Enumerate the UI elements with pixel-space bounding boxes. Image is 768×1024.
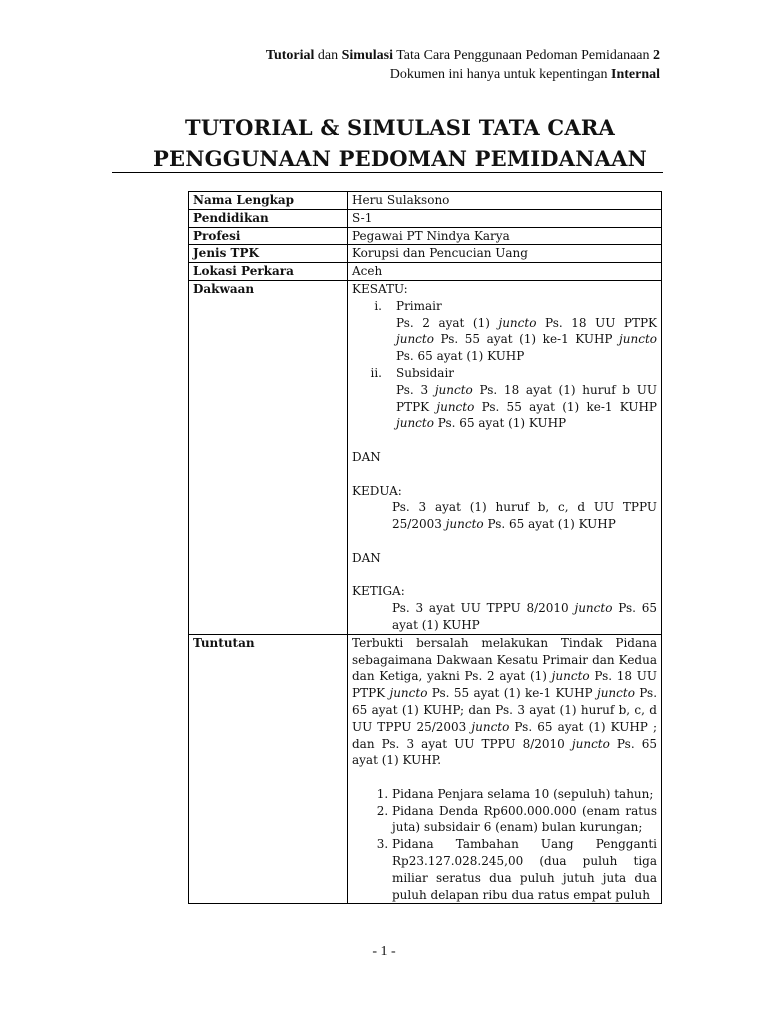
header-line-2: Dokumen ini hanya untuk kepentingan Internal <box>389 67 660 82</box>
table-row <box>189 634 662 904</box>
value-jenis-tpk: Korupsi dan Pencucian Uang <box>348 245 662 263</box>
list-item: 1. Pidana Penjara selama 10 (sepuluh) tahun; <box>392 786 657 803</box>
value-pendidikan: S-1 <box>348 209 662 227</box>
title-line-1: TUTORIAL & SIMULASI TATA CARA <box>185 115 615 140</box>
title-rule <box>112 172 663 173</box>
label-tuntutan: Tuntutan <box>189 634 348 904</box>
title-line-2: PENGGUNAAN PEDOMAN PEMIDANAAN <box>153 146 647 171</box>
list-item: 3. Pidana Tambahan Uang Pengganti Rp23.127.028.245,00 (dua puluh tiga miliar seratus dua puluh jutuh juta dua puluh delapan ribu dua ratus empat puluh <box>392 836 657 903</box>
label-lokasi: Lokasi Perkara <box>189 263 348 281</box>
page-number: - 1 - <box>372 944 396 959</box>
running-header <box>266 46 660 84</box>
dakwaan-kedua-text: Ps. 3 ayat (1) huruf b, c, d UU TPPU 25/2003 juncto Ps. 65 ayat (1) KUHP <box>392 500 657 532</box>
label-jenis-tpk: Jenis TPK <box>189 245 348 263</box>
dakwaan-dan-2: DAN <box>352 550 381 565</box>
value-nama: Heru Sulaksono <box>348 192 662 210</box>
dakwaan-kesatu-heading: KESATU: <box>352 281 408 296</box>
label-nama: Nama Lengkap <box>189 192 348 210</box>
value-dakwaan <box>348 280 662 634</box>
dakwaan-ketiga-heading: KETIGA: <box>352 584 405 599</box>
dakwaan-ketiga-text: Ps. 3 ayat UU TPPU 8/2010 juncto Ps. 65 ayat (1) KUHP <box>392 601 658 632</box>
document-title <box>140 112 660 174</box>
dakwaan-kedua-heading: KEDUA: <box>352 483 402 498</box>
label-profesi: Profesi <box>189 227 348 245</box>
table-row <box>189 245 662 263</box>
sentence-list <box>352 786 657 904</box>
label-pendidikan: Pendidikan <box>189 209 348 227</box>
value-lokasi: Aceh <box>348 263 662 281</box>
dakwaan-subsidair: ii. Subsidair Ps. 3 juncto Ps. 18 ayat (1) huruf b UU PTPK juncto Ps. 55 ayat (1) ke-1 KUHP juncto Ps. 65 ayat (1) KUHP <box>370 365 657 431</box>
value-profesi: Pegawai PT Nindya Karya <box>348 227 662 245</box>
table-row <box>189 280 662 634</box>
value-tuntutan <box>348 634 662 904</box>
dakwaan-dan-1: DAN <box>352 449 381 464</box>
label-dakwaan: Dakwaan <box>189 280 348 634</box>
table-row <box>189 263 662 281</box>
header-line-1: Tutorial dan Simulasi Tata Cara Penggunaan Pedoman Pemidanaan 2 <box>265 48 660 63</box>
dakwaan-primair: i. Primair Ps. 2 ayat (1) juncto Ps. 18 UU PTPK juncto Ps. 55 ayat (1) ke-1 KUHP juncto Ps. 65 ayat (1) KUHP <box>374 298 657 364</box>
table-row <box>189 227 662 245</box>
table-row <box>189 192 662 210</box>
tuntutan-paragraph: Terbukti bersalah melakukan Tindak Pidana sebagaimana Dakwaan Kesatu Primair dan Kedua dan Ketiga, yakni Ps. 2 ayat (1) juncto Ps. 18 UU PTPK juncto Ps. 55 ayat (1) ke-1 KUHP juncto Ps. 65 ayat (1) KUHP; dan Ps. 3 ayat (1) huruf b, c, d UU TPPU 25/2003 juncto Ps. 65 ayat (1) KUHP ; dan Ps. 3 ayat UU TPPU 8/2010 juncto Ps. 65 ayat (1) KUHP. <box>352 635 658 768</box>
table-row <box>189 209 662 227</box>
list-item: 2. Pidana Denda Rp600.000.000 (enam ratus juta) subsidair 6 (enam) bulan kurungan; <box>392 803 657 837</box>
defendant-table <box>188 191 662 904</box>
